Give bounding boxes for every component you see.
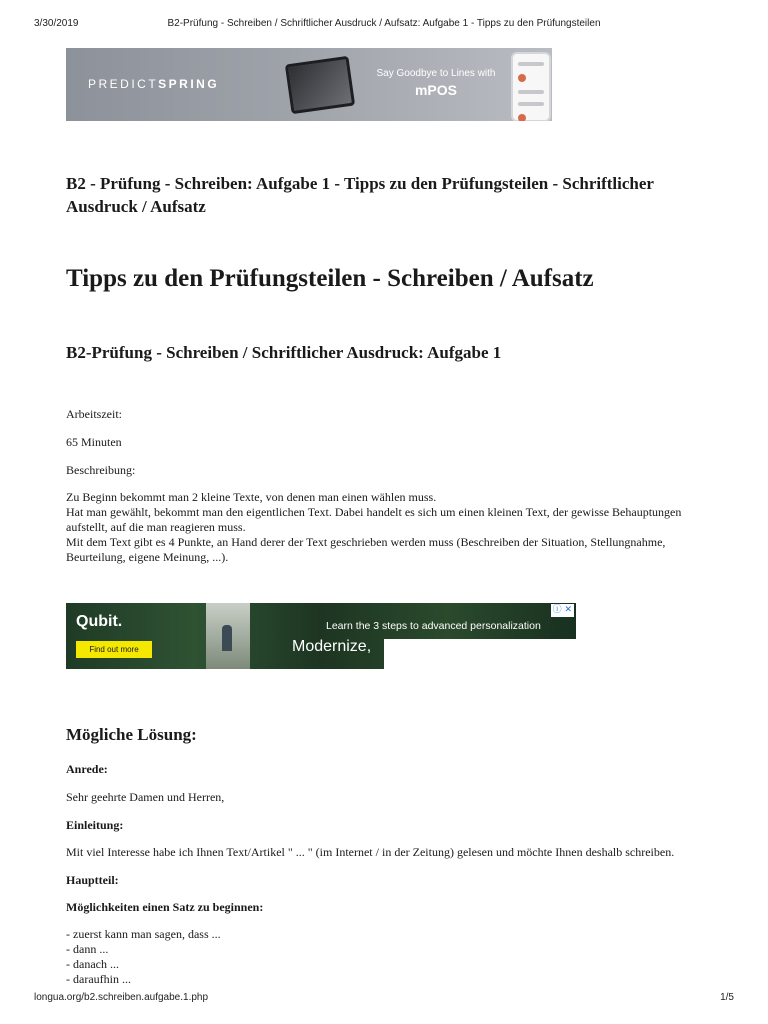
print-title: B2-Prüfung - Schreiben / Schriftlicher Ausdruck / Aufsatz: Aufgabe 1 - Tipps zu den Prüfungsteilen bbox=[167, 18, 601, 29]
einleitung-text: Mit viel Interesse habe ich Ihnen Text/Artikel " ... " (im Internet / in der Zeitung) gelesen und möchte Ihnen deshalb schreiben. bbox=[66, 845, 675, 859]
beschreibung-label: Beschreibung: bbox=[66, 463, 136, 477]
print-date: 3/30/2019 bbox=[34, 18, 79, 29]
print-header bbox=[0, 18, 768, 32]
sub-heading: B2-Prüfung - Schreiben / Schriftlicher Ausdruck: Aufgabe 1 bbox=[66, 343, 502, 362]
ad-white-panel bbox=[384, 639, 576, 669]
ad-find-out-more-button[interactable]: Find out more bbox=[76, 641, 152, 658]
ad-qubit-logo: Qubit. bbox=[76, 613, 123, 630]
beschreibung-line: aufstellt, auf die man reagieren muss. bbox=[66, 520, 246, 534]
beschreibung-line: Hat man gewählt, bekommt man den eigentlichen Text. Dabei handelt es sich um einen kleinen Text, der gewisse Behauptungen bbox=[66, 505, 682, 519]
ad-banner-top[interactable] bbox=[66, 48, 552, 121]
moeglichkeiten-label: Möglichkeiten einen Satz zu beginnen: bbox=[66, 900, 264, 914]
einleitung-label: Einleitung: bbox=[66, 818, 124, 832]
ad-phone-image bbox=[511, 52, 551, 121]
beschreibung-line: Mit dem Text gibt es 4 Punkte, an Hand derer der Text geschrieben werden muss (Beschreiben der Situation, Stellungnahme, bbox=[66, 535, 666, 549]
print-footer bbox=[0, 992, 768, 1006]
beschreibung-line: Zu Beginn bekommt man 2 kleine Texte, von denen man einen wählen muss. bbox=[66, 490, 437, 504]
solution-heading: Mögliche Lösung: bbox=[66, 725, 197, 744]
ad-headline: Learn the 3 steps to advanced personalization bbox=[326, 620, 541, 632]
print-page-number: 1/5 bbox=[720, 992, 734, 1003]
ad-subline: Modernize, bbox=[292, 638, 372, 655]
sentence-starters-list bbox=[66, 927, 726, 987]
anrede-label: Anrede: bbox=[66, 762, 108, 776]
list-item: - daraufhin ... bbox=[66, 972, 131, 986]
list-item: - dann ... bbox=[66, 942, 109, 956]
arbeitszeit-label: Arbeitszeit: bbox=[66, 407, 122, 421]
ad-tablet-image bbox=[285, 56, 355, 114]
ad-banner-mid[interactable] bbox=[66, 603, 576, 669]
beschreibung-text bbox=[66, 490, 726, 565]
beschreibung-line: Beurteilung, eigene Meinung, ...). bbox=[66, 550, 229, 564]
list-item: - danach ... bbox=[66, 957, 119, 971]
ad-tagline: Say Goodbye to Lines with mPOS bbox=[376, 68, 496, 98]
page-heading: B2 - Prüfung - Schreiben: Aufgabe 1 - Tipps zu den Prüfungsteilen - Schriftlicher Ausdruck / Aufsatz bbox=[66, 174, 654, 216]
section-heading: Tipps zu den Prüfungsteilen - Schreiben / Aufsatz bbox=[66, 265, 594, 292]
arbeitszeit-value: 65 Minuten bbox=[66, 435, 122, 449]
ad-brand-logo: PREDICTSPRING bbox=[88, 77, 220, 91]
adchoices-close-icon[interactable]: ⓘ ✕ bbox=[552, 605, 572, 615]
list-item: - zuerst kann man sagen, dass ... bbox=[66, 927, 221, 941]
print-url: longua.org/b2.schreiben.aufgabe.1.php bbox=[34, 992, 209, 1003]
anrede-text: Sehr geehrte Damen und Herren, bbox=[66, 790, 225, 804]
ad-bridge-image bbox=[206, 603, 250, 669]
hauptteil-label: Hauptteil: bbox=[66, 873, 119, 887]
